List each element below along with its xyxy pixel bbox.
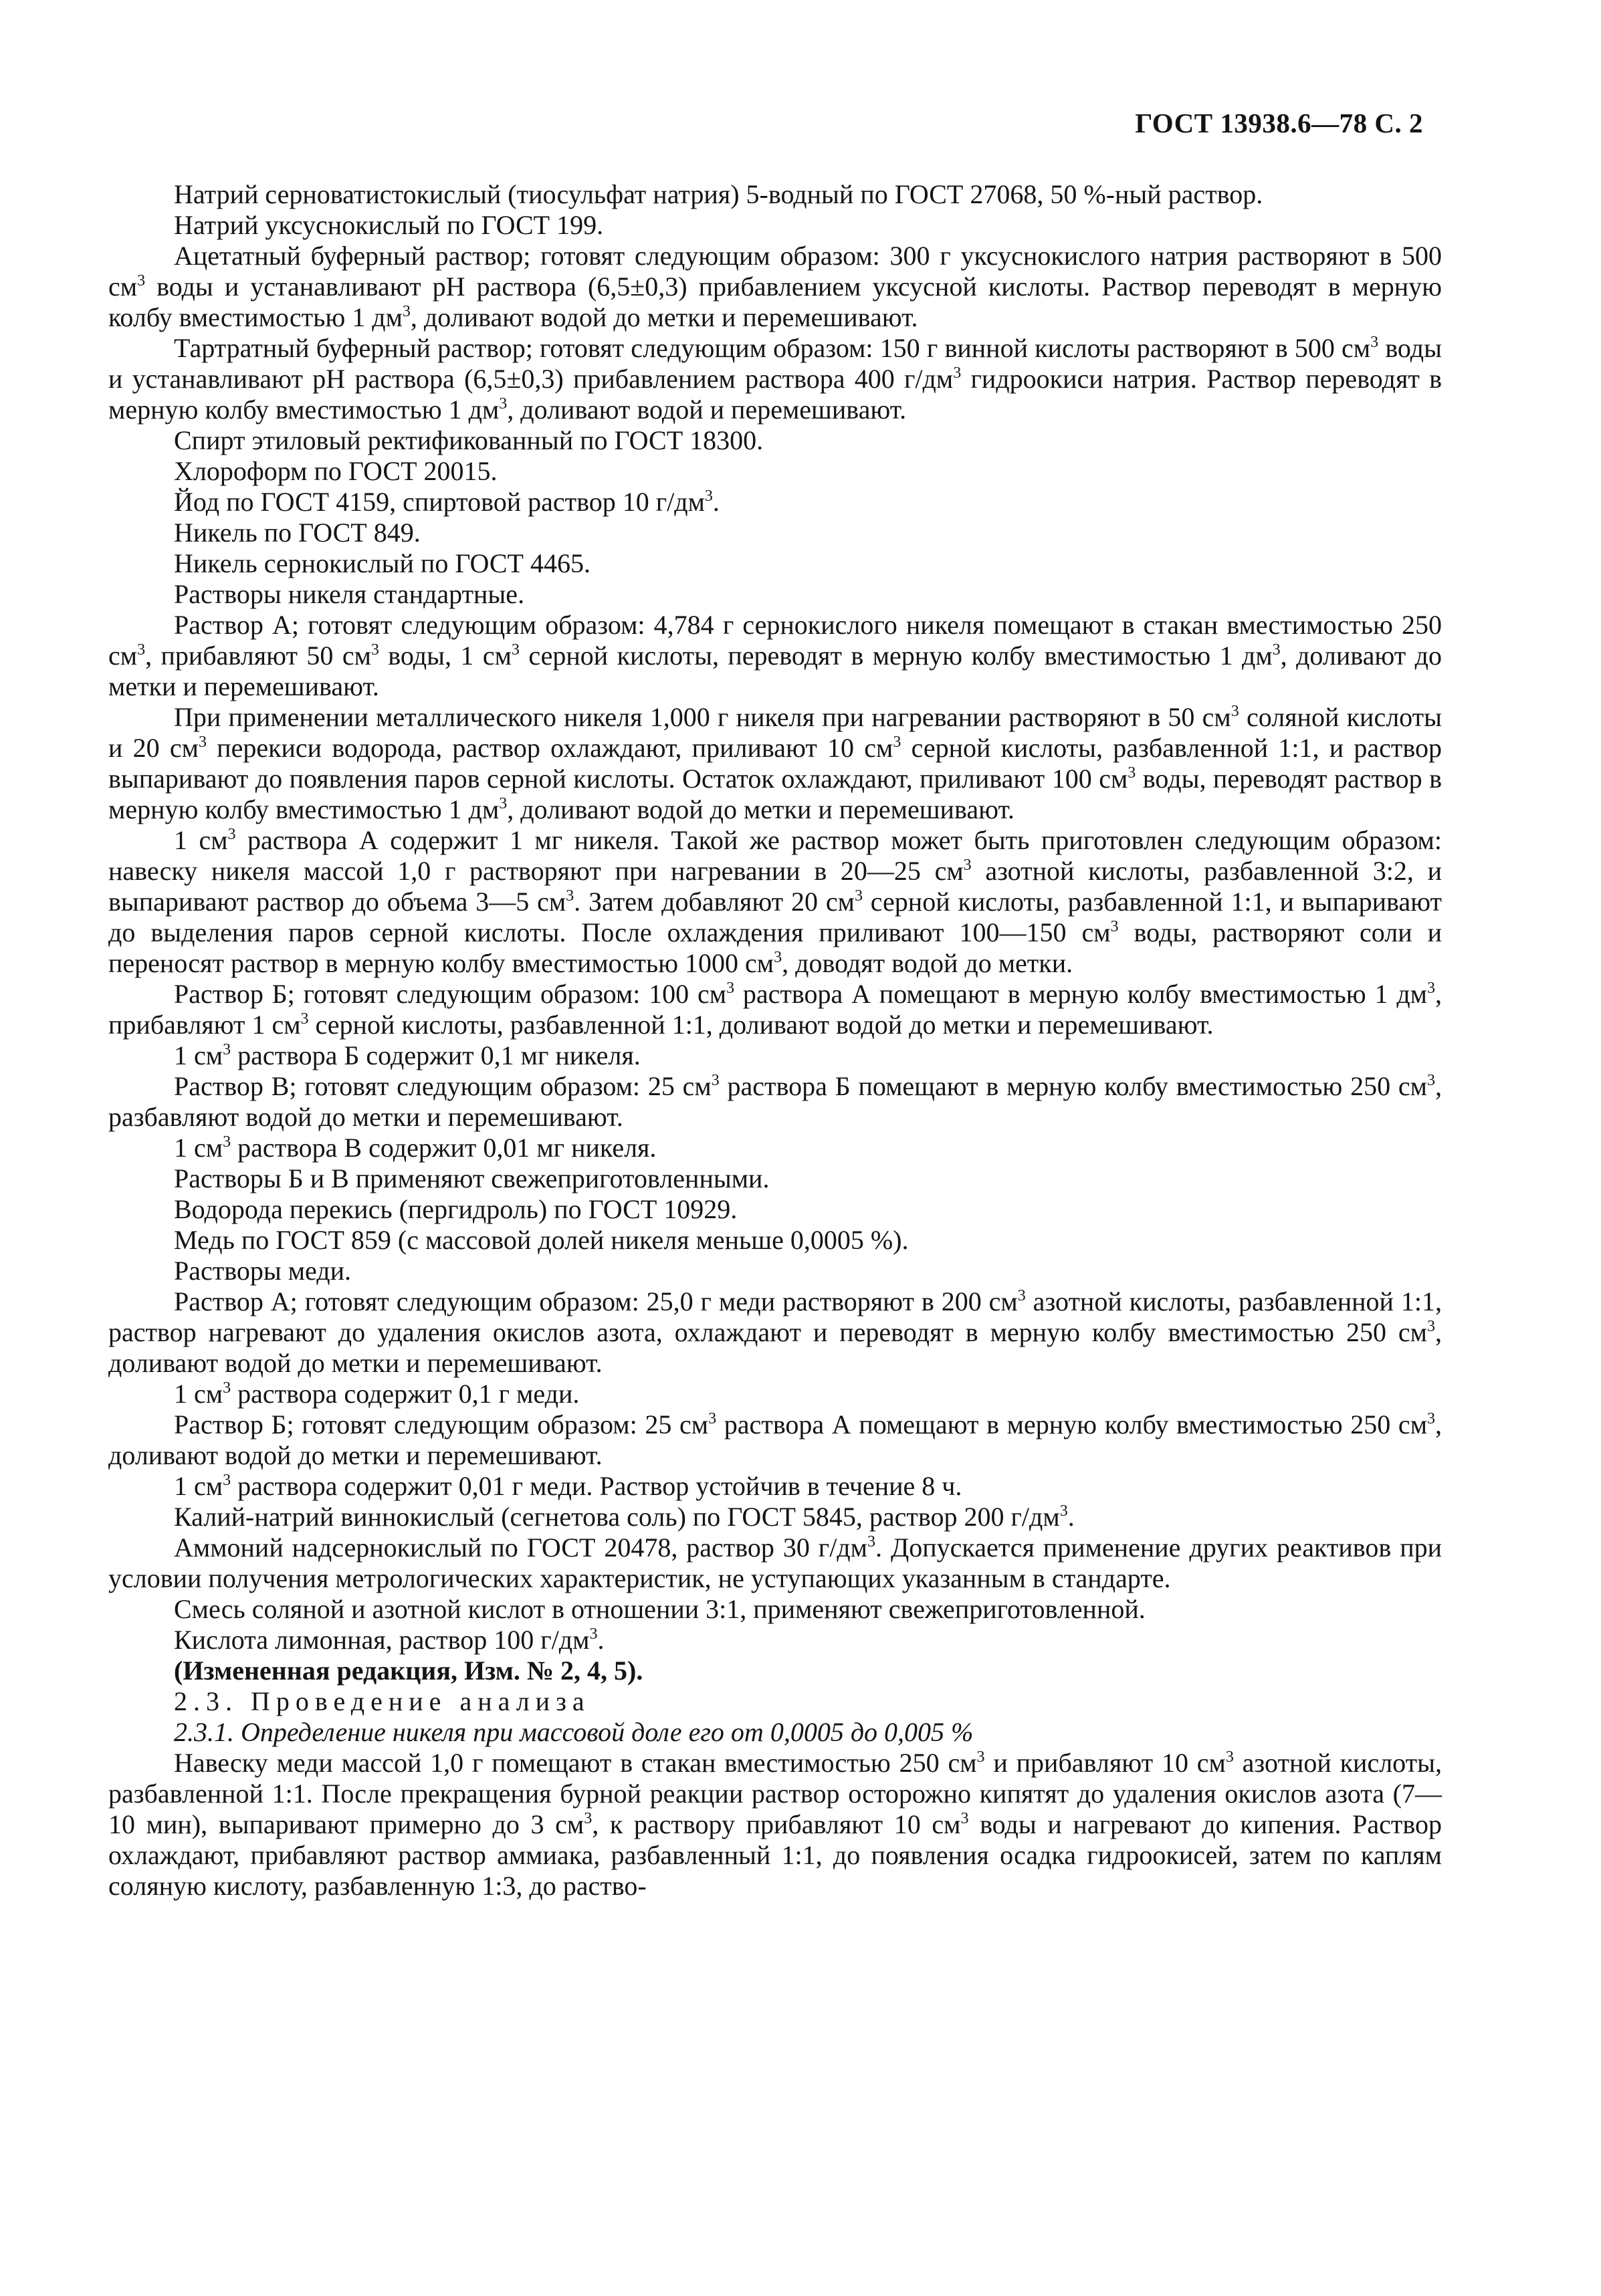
paragraph: 2.3. Проведение анализа [174, 1686, 591, 1716]
paragraph: При применении металлического никеля 1,000 г никеля при нагревании растворяют в 50 $см^3$ соляной кислоты и 20 $см^3$ перекиси водорода, раствор охлаждают, приливают 10 $см^3$ серной кислоты, разбавленной 1:1, и раствор выпаривают до появления паров серной кислоты. Остаток охлаждают, приливают 100 $см^3$ воды, переводят раствор в мерную колбу вместимостью 1 $дм^3$, доливают водой до метки и перемешивают. [108, 702, 1443, 824]
paragraph: Растворы никеля стандартные. [174, 579, 525, 609]
paragraph: Кислота лимонная, раствор 100 $г/дм^3$. [174, 1625, 605, 1655]
paragraph: Калий-натрий виннокислый (сегнетова соль) по ГОСТ 5845, раствор 200 $г/дм^3$. [174, 1502, 1075, 1532]
paragraph: 1 $см^3$ раствора В содержит 0,01 мг никеля. [174, 1133, 657, 1163]
paragraph: 1 $см^3$ раствора Б содержит 0,1 мг никеля. [174, 1040, 641, 1070]
paragraph: Навеску меди массой 1,0 г помещают в стакан вместимостью 250 $см^3$ и прибавляют 10 $см^3$ азотной кислоты, разбавленной 1:1. После прекращения бурной реакции раствор осторожно кипятят до удаления окислов азота (7—10 мин), выпаривают примерно до 3 $см^3$, к раствору прибавляют 10 $см^3$ воды и нагревают до кипения. Раствор охлаждают, прибавляют раствор аммиака, разбавленный 1:1, до появления осадка гидроокисей, затем по каплям соляную кислоту, разбавленную 1:3, до раство- [108, 1748, 1442, 1901]
paragraph: Натрий серноватистокислый (тиосульфат натрия) 5-водный по ГОСТ 27068, 50 %-ный раствор. [174, 179, 1263, 209]
paragraph: Раствор А; готовят следующим образом: 25,0 г меди растворяют в 200 $см^3$ азотной кислоты, разбавленной 1:1, раствор нагревают до удаления окислов азота, охлаждают и переводят в мерную колбу вместимостью 250 $см^3$, доливают водой до метки и перемешивают. [108, 1286, 1442, 1378]
paragraph: Никель по ГОСТ 849. [174, 518, 421, 548]
document-body [108, 179, 1442, 1902]
paragraph: Растворы Б и В применяют свежеприготовленными. [174, 1163, 770, 1193]
paragraph: Хлороформ по ГОСТ 20015. [174, 456, 498, 486]
paragraph: Водорода перекись (пергидроль) по ГОСТ 10929. [174, 1194, 738, 1224]
paragraph: 1 $см^3$ раствора содержит 0,1 г меди. [174, 1379, 580, 1409]
paragraph: Раствор Б; готовят следующим образом: 25 $см^3$ раствора А помещают в мерную колбу вместимостью 250 $см^3$, доливают водой до метки и перемешивают. [108, 1409, 1442, 1470]
paragraph: 1 $см^3$ раствора содержит 0,01 г меди. Раствор устойчив в течение 8 ч. [174, 1471, 962, 1501]
paragraph: 1 $см^3$ раствора А содержит 1 мг никеля. Такой же раствор может быть приготовлен следующим образом: навеску никеля массой 1,0 г растворяют при нагревании в 20—25 $см^3$ азотной кислоты, разбавленной 3:2, и выпаривают раствор до объема 3—5 $см^3$. Затем добавляют 20 $см^3$ серной кислоты, разбавленной 1:1, и выпаривают до выделения паров серной кислоты. После охлаждения приливают 100—150 $см^3$ воды, растворяют соли и переносят раствор в мерную колбу вместимостью 1000 $см^3$, доводят водой до метки. [108, 825, 1442, 978]
paragraph: Никель сернокислый по ГОСТ 4465. [174, 548, 591, 578]
paragraph: Аммоний надсернокислый по ГОСТ 20478, раствор 30 $г/дм^3$. Допускается применение других реактивов при условии получения метрологических характеристик, не уступающих указанным в стандарте. [108, 1532, 1443, 1593]
paragraph: Растворы меди. [174, 1256, 352, 1286]
paragraph: Раствор Б; готовят следующим образом: 100 $см^3$ раствора А помещают в мерную колбу вместимостью 1 $дм^3$, прибавляют 1 $см^3$ серной кислоты, разбавленной 1:1, доливают водой до метки и перемешивают. [108, 979, 1442, 1040]
paragraph: Натрий уксуснокислый по ГОСТ 199. [174, 210, 604, 240]
paragraph: Тартратный буферный раствор; готовят следующим образом: 150 г винной кислоты растворяют в 500 $см^3$ воды и устанавливают pH раствора (6,5±0,3) прибавлением раствора 400 $г/дм^3$ гидроокиси натрия. Раствор переводят в мерную колбу вместимостью 1 $дм^3$, доливают водой и перемешивают. [108, 333, 1443, 425]
paragraph: Раствор А; готовят следующим образом: 4,784 г сернокислого никеля помещают в стакан вместимостью 250 $см^3$, прибавляют 50 $см^3$ воды, 1 $см^3$ серной кислоты, переводят в мерную колбу вместимостью 1 $дм^3$, доливают до метки и перемешивают. [108, 610, 1442, 701]
paragraph: Медь по ГОСТ 859 (с массовой долей никеля меньше 0,0005 %). [174, 1225, 909, 1255]
paragraph: 2.3.1. Определение никеля при массовой доле его от 0,0005 до 0,005 % [174, 1717, 974, 1747]
paragraph: Смесь соляной и азотной кислот в отношении 3:1, применяют свежеприготовленной. [174, 1594, 1146, 1624]
paragraph: (Измененная редакция, Изм. № 2, 4, 5). [174, 1655, 643, 1686]
page-header: ГОСТ 13938.6—78 С. 2 [1135, 108, 1423, 138]
paragraph: Ацетатный буферный раствор; готовят следующим образом: 300 г уксуснокислого натрия растворяют в 500 $см^3$ воды и устанавливают pH раствора (6,5±0,3) прибавлением уксусной кислоты. Раствор переводят в мерную колбу вместимостью 1 $дм^3$, доливают водой до метки и перемешивают. [108, 241, 1442, 332]
paragraph: Йод по ГОСТ 4159, спиртовой раствор 10 $г/дм^3$. [174, 487, 720, 517]
paragraph: Раствор В; готовят следующим образом: 25 $см^3$ раствора Б помещают в мерную колбу вместимостью 250 $см^3$, разбавляют водой до метки и перемешивают. [108, 1071, 1442, 1132]
paragraph: Спирт этиловый ректификованный по ГОСТ 18300. [174, 425, 764, 455]
